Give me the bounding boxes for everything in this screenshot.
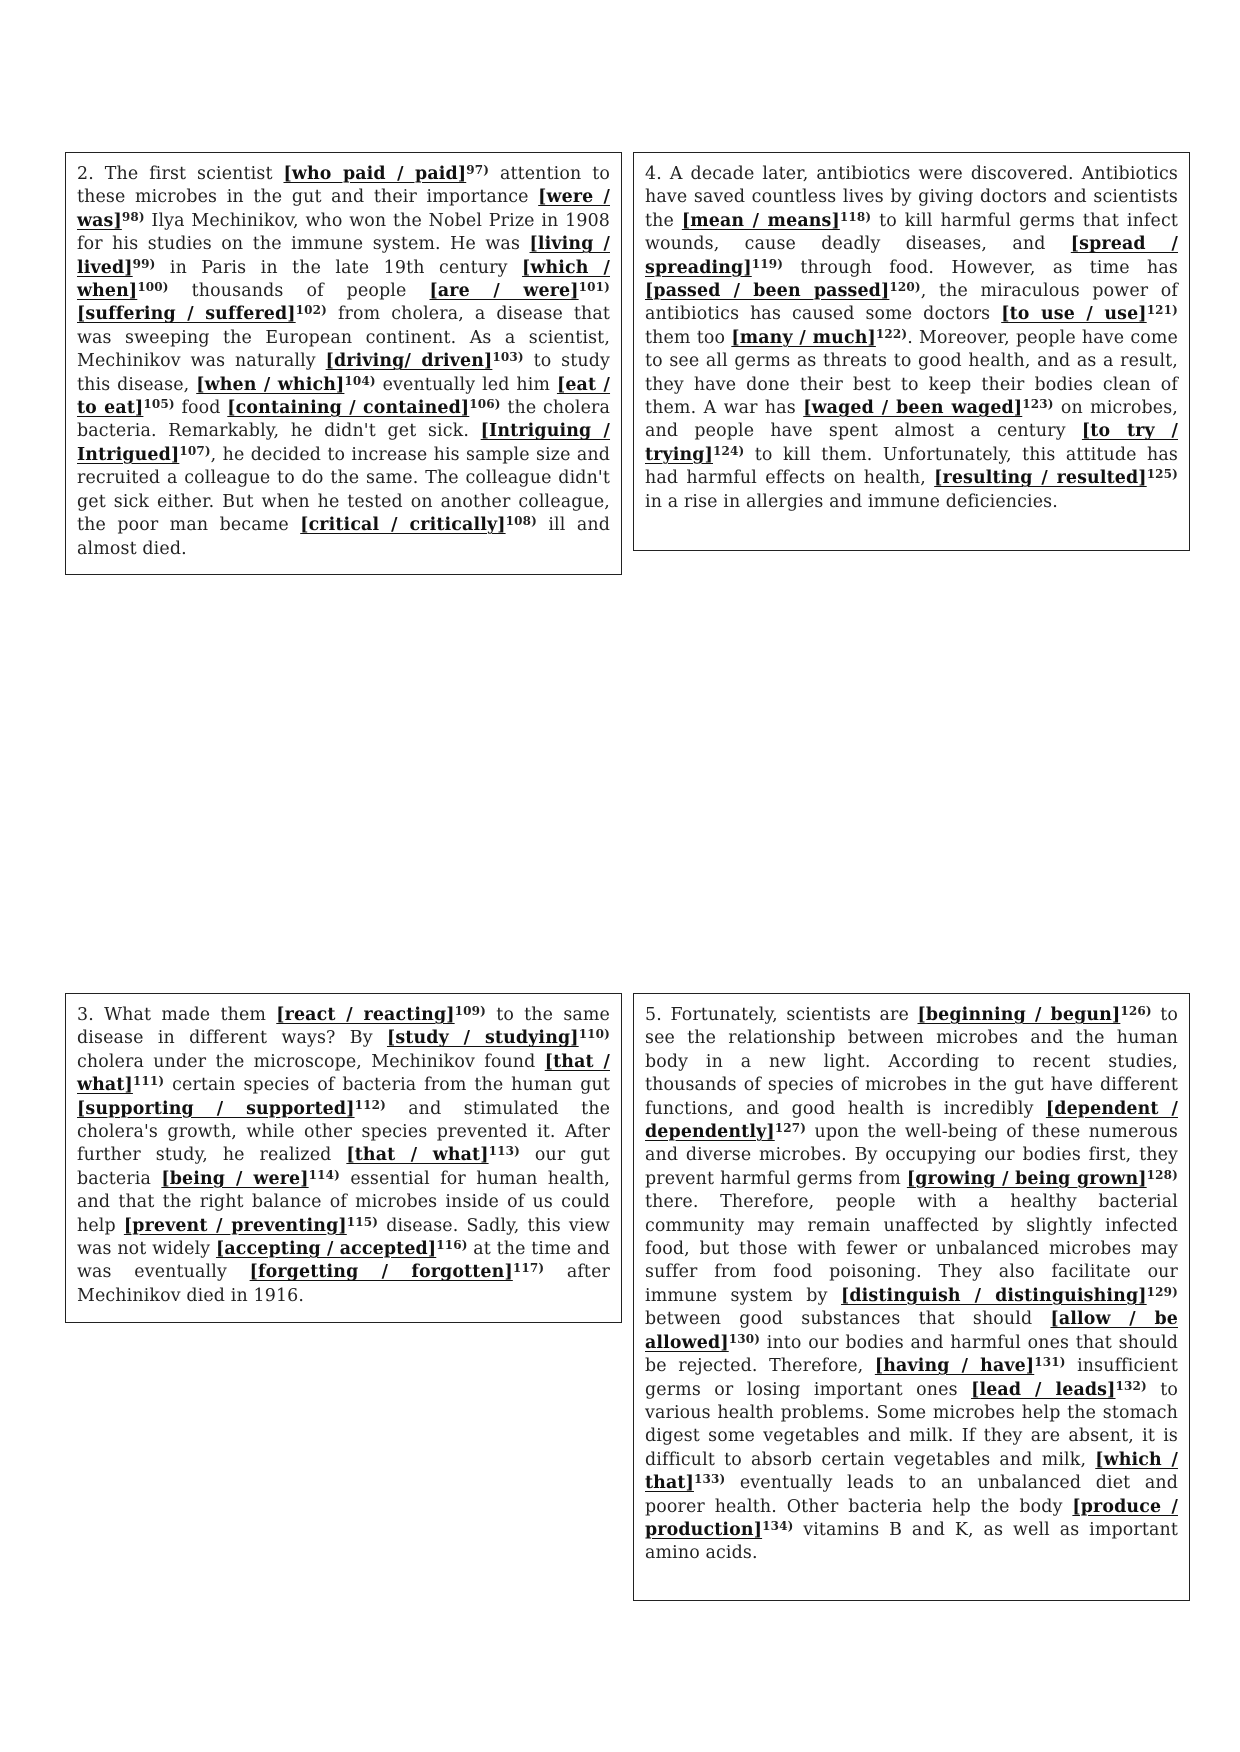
- question-number: 128): [1146, 1167, 1178, 1182]
- passage-text: , the miraculous power of antibiotics has caused some doctors: [645, 281, 1179, 325]
- question-number: 114): [308, 1167, 340, 1182]
- answer-choice: [living / lived]: [77, 234, 610, 278]
- question-number: 126): [1120, 1004, 1152, 1018]
- question-number: 112): [354, 1097, 386, 1112]
- passage-text: attention to these microbes in the gut and their importance: [77, 164, 610, 208]
- answer-choice: [passed / been passed]: [645, 281, 890, 302]
- question-number: 121): [1146, 303, 1179, 318]
- passage-text: eventually leads to an unbalanced diet and poorer health. Other bacteria help the body: [645, 1473, 1178, 1517]
- answer-choice: [prevent / preventing]: [123, 1215, 347, 1236]
- question-number: 132): [1115, 1378, 1147, 1393]
- passage-text: and stimulated the cholera's growth, while other species prevented it. After further study, he realized: [77, 1098, 611, 1166]
- answer-choice: [to use / use]: [1001, 304, 1147, 325]
- question-number: 124): [713, 443, 745, 458]
- question-number: 133): [693, 1472, 726, 1487]
- question-number: 103): [492, 350, 524, 365]
- question-number: 125): [1146, 467, 1179, 482]
- answer-choice: [were / was]: [77, 187, 610, 231]
- passage-text: 3. What made them: [77, 1005, 277, 1025]
- passage-text: on microbes, and people have spent almost a century: [645, 398, 1178, 442]
- passage-text: them too: [645, 327, 732, 348]
- answer-choice: [mean / means]: [681, 210, 840, 231]
- passage-text: thousands of people: [168, 281, 430, 302]
- question-number: 117): [512, 1261, 545, 1276]
- passage-text: insufficient germs or losing important ones: [645, 1356, 1178, 1400]
- passage-text: at the time and was eventually: [77, 1239, 610, 1283]
- answer-choice: [that / what]: [346, 1145, 489, 1166]
- passage-text: essential for human health, and that the right balance of microbes inside of us could help: [77, 1168, 610, 1236]
- passage-text: to the same disease in different ways? By: [77, 1005, 611, 1049]
- answer-choice: [waged / been waged]: [803, 398, 1023, 419]
- passage-text: from cholera, a disease that was sweeping the European continent. As a scientist, Mechinikov was naturally: [77, 304, 610, 372]
- passage-text: eventually led him: [375, 374, 557, 395]
- passage-text: 2. The first scientist: [77, 164, 284, 184]
- question-number: 119): [751, 256, 784, 271]
- passage-text: cholera under the microscope, Mechinikov found: [77, 1051, 545, 1072]
- question-number: 127): [774, 1121, 807, 1136]
- passage-text: through food. However, as time has: [783, 257, 1178, 278]
- answer-choice: [beginning / begun]: [917, 1005, 1121, 1025]
- passage-text: between good substances that should: [645, 1309, 1051, 1330]
- answer-choice: [accepting / accepted]: [215, 1239, 437, 1260]
- passage-text: . Moreover, people have come to see all germs as threats to good health, and as a result, they have done their best to keep their bodies clean of them. A war has: [645, 327, 1178, 419]
- passage-text: food: [174, 398, 228, 419]
- passage-text: , he decided to increase his sample size and recruited a colleague to do the same. The colleague didn't get sick either. But when he tested on another colleague, the poor man became: [77, 444, 610, 536]
- question-number: 129): [1146, 1284, 1178, 1299]
- passage-text: to kill harmful germs that infect wounds, cause deadly diseases, and: [645, 210, 1178, 255]
- answer-choice: [being / were]: [161, 1168, 309, 1189]
- answer-choice: [lead / leads]: [971, 1379, 1116, 1400]
- question-number: 131): [1034, 1355, 1066, 1370]
- question-number: 111): [132, 1074, 165, 1089]
- answer-choice: [are / were]: [429, 281, 579, 302]
- question-number: 122): [875, 326, 908, 341]
- passage-text: ill and almost died.: [77, 515, 610, 559]
- answer-choice: [produce / production]: [645, 1496, 1178, 1540]
- answer-choice: [growing / being grown]: [906, 1168, 1147, 1189]
- answer-choice: [spread / spreading]: [645, 234, 1179, 278]
- passage-text: to kill them. Unfortunately, this attitude has had harmful effects on health,: [645, 444, 1178, 489]
- question-number: 116): [436, 1238, 468, 1253]
- answer-choice: [distinguish / distinguishing]: [840, 1285, 1147, 1306]
- answer-choice: [many / much]: [731, 327, 876, 348]
- answer-choice: [driving/ driven]: [325, 351, 493, 372]
- question-number: 102): [295, 303, 327, 318]
- answer-choice: [supporting / supported]: [77, 1098, 355, 1119]
- passage-5: [633, 993, 1190, 1601]
- passage-text: in Paris in the late 19th century: [155, 257, 522, 278]
- passage-text: 4. A decade later, antibiotics were discovered. Antibiotics have saved countless lives by giving doctors and scientists the: [645, 164, 1178, 231]
- question-number: 134): [762, 1518, 794, 1533]
- question-number: 113): [488, 1144, 520, 1159]
- passage-text: there. Therefore, people with a healthy bacterial community may remain unaffected by slightly infected food, but those with fewer or unbalanced microbes may suffer from food poisoning. They also facilitate our immune system by: [645, 1192, 1178, 1306]
- answer-choice: [Intriguing / Intrigued]: [77, 421, 611, 465]
- passage-text: 5. Fortunately, scientists are: [645, 1005, 918, 1025]
- answer-choice: [eat / to eat]: [77, 374, 611, 419]
- answer-choice: [who paid / paid]: [283, 164, 467, 184]
- answer-choice: [dependent / dependently]: [645, 1098, 1178, 1143]
- question-number: 98): [121, 209, 145, 224]
- answer-choice: [suffering / suffered]: [77, 304, 296, 325]
- passage-text: into our bodies and harmful ones that should be rejected. Therefore,: [645, 1332, 1178, 1377]
- question-number: 105): [143, 397, 175, 412]
- question-number: 99): [132, 256, 156, 271]
- passage-text: certain species of bacteria from the human gut: [164, 1075, 610, 1096]
- question-number: 106): [469, 397, 501, 412]
- passage-3: [65, 993, 622, 1323]
- question-number: 107): [179, 443, 211, 458]
- answer-choice: [study / studying]: [386, 1028, 579, 1049]
- passage-4: [633, 152, 1190, 551]
- passage-2: [65, 152, 622, 575]
- answer-choice: [containing / contained]: [227, 398, 470, 419]
- passage-text: after Mechinikov died in 1916.: [77, 1262, 610, 1306]
- answer-choice: [when / which]: [196, 374, 345, 395]
- question-number: 118): [839, 209, 872, 224]
- question-number: 101): [578, 280, 610, 295]
- passage-text: vitamins B and K, as well as important amino acids.: [645, 1519, 1178, 1564]
- passage-text: in a rise in allergies and immune deficiencies.: [645, 491, 1058, 512]
- answer-choice: [to try / trying]: [645, 421, 1178, 465]
- question-number: 123): [1022, 397, 1054, 412]
- passage-text: the cholera bacteria. Remarkably, he didn't get sick.: [77, 398, 610, 442]
- answer-choice: [forgetting / forgotten]: [249, 1262, 513, 1283]
- answer-choice: [that / what]: [77, 1051, 610, 1096]
- question-number: 109): [454, 1004, 486, 1018]
- answer-choice: [critical / critically]: [300, 515, 506, 536]
- answer-choice: [resulting / resulted]: [934, 468, 1147, 489]
- question-number: 115): [346, 1214, 379, 1229]
- answer-choice: [which / when]: [77, 257, 610, 302]
- passage-text: Ilya Mechinikov, who won the Nobel Prize in 1908 for his studies on the immune system. He was: [77, 210, 610, 255]
- passage-text: to study this disease,: [77, 351, 610, 395]
- question-number: 130): [728, 1331, 761, 1346]
- passage-text: upon the well-being of these numerous and diverse microbes. By occupying our bodies first, they prevent harmful germs from: [645, 1122, 1178, 1189]
- passage-text: our gut bacteria: [77, 1145, 611, 1189]
- answer-choice: [which / that]: [645, 1449, 1178, 1494]
- passage-text: to various health problems. Some microbes help the stomach digest some vegetables and milk. If they are absent, it is difficult to absorb certain vegetables and milk,: [645, 1379, 1178, 1470]
- question-number: 110): [578, 1027, 611, 1042]
- answer-choice: [allow / be allowed]: [645, 1309, 1178, 1353]
- passage-text: disease. Sadly, this view was not widely: [77, 1215, 611, 1260]
- question-number: 104): [344, 373, 376, 388]
- passage-text: to see the relationship between microbes and the human body in a new light. According to recent studies, thousands of species of microbes in the gut have different functions, and good health is incredibly: [645, 1005, 1178, 1119]
- question-number: 97): [466, 163, 490, 177]
- answer-choice: [react / reacting]: [276, 1005, 455, 1025]
- question-number: 120): [889, 280, 921, 295]
- question-number: 108): [505, 514, 537, 529]
- question-number: 100): [137, 280, 169, 295]
- answer-choice: [having / have]: [874, 1356, 1035, 1377]
